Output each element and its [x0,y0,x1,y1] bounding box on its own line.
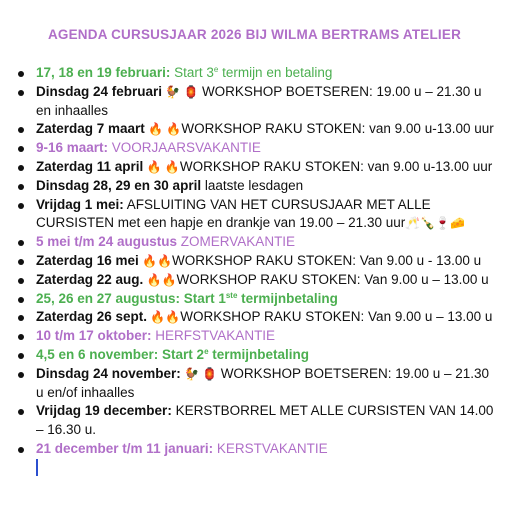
list-item [16,139,494,158]
list-item [16,365,494,403]
bullet-icon [18,372,24,378]
bullet-icon [18,334,24,340]
list-item [16,346,494,365]
item-text: VOORJAARSVAKANTIE [108,140,261,156]
rooster-lantern-icon: 🐓 🏮 [180,366,221,381]
item-text: termijn en betaling [218,65,333,80]
page-title: AGENDA CURSUSJAAR 2026 BIJ WILMA BERTRAMS ATELIER [47,27,462,42]
fire-icon: 🔥🔥 [147,310,181,325]
bullet-icon [18,165,24,171]
rooster-lantern-icon: 🐓 🏮 [162,84,202,99]
item-text: KERSTBORREL MET ALLE CURSISTEN VAN 14.00 – 16.30 u. [36,403,494,438]
item-text: termijnbetaling [208,346,310,362]
item-date: 21 december t/m 11 januari: [36,440,214,456]
item-text: WORKSHOP BOETSEREN: 19.00 u – 21.30 u en/of inhaalles [36,365,490,400]
list-item [16,402,494,440]
bullet-icon [18,90,24,96]
item-superscript: ste [225,290,238,300]
bullet-icon [18,447,24,453]
item-date: Zaterdag 22 aug. [36,271,144,287]
item-text: ZOMERVAKANTIE [177,234,296,250]
item-text: WORKSHOP RAKU STOKEN: Van 9.00 u – 13.00 u [176,271,489,287]
bullet-icon [18,203,24,209]
text-cursor[interactable] [36,459,38,476]
list-item [16,440,494,459]
item-text: WORKSHOP RAKU STOKEN: Van 9.00 u - 13.00 u [172,252,482,268]
item-text: WORKSHOP RAKU STOKEN: van 9.00 u-13.00 uur [181,121,494,137]
item-date: Dinsdag 28, 29 en 30 april [36,177,202,193]
item-text: Start 3 [170,65,214,80]
item-superscript: e [213,65,219,74]
bullet-icon [18,259,24,265]
item-date: 9-16 maart: [36,140,109,156]
item-date: 10 t/m 17 oktober: [36,328,152,344]
bullet-icon [18,315,24,321]
list-item [16,196,494,234]
fire-icon: 🔥🔥 [143,272,177,287]
item-text: WORKSHOP RAKU STOKEN: Van 9.00 u – 13.00 u [180,309,493,325]
list-item [16,158,494,177]
agenda-list [16,64,494,459]
list-item [16,83,494,121]
item-text: AFSLUITING VAN HET CURSUSJAAR MET ALLE CURSISTEN met een hapje en drankje van 19.00 – 21.30 uur [36,196,431,231]
fire-icon: 🔥 🔥 [144,122,182,137]
item-date: 4,5 en 6 november: Start 2 [36,346,205,362]
bullet-icon [18,146,24,152]
drinks-cheese-icon: 🥂🍾🍷🧀 [405,216,465,231]
list-item [16,177,494,196]
list-item [16,120,494,139]
bullet-icon [18,240,24,246]
bullet-icon [18,409,24,415]
bullet-icon [18,278,24,284]
item-text: WORKSHOP BOETSEREN: 19.00 u – 21.30 u en inhaalles [36,83,482,118]
fire-icon: 🔥 🔥 [143,159,180,174]
item-date: Dinsdag 24 februari [36,83,163,99]
item-text: KERSTVAKANTIE [213,440,328,456]
item-text: termijnbetaling [237,290,338,306]
list-item [16,271,494,290]
item-date: Zaterdag 11 april [36,158,144,174]
item-date: Zaterdag 7 maart [36,121,145,137]
list-item [16,308,494,327]
bullet-icon [18,353,24,359]
list-item [16,290,494,309]
item-date: 5 mei t/m 24 augustus [36,234,178,250]
item-date: 17, 18 en 19 februari: [36,65,171,80]
fire-icon: 🔥🔥 [138,253,173,268]
item-date: 25, 26 en 27 augustus: Start 1 [36,290,226,306]
item-date: Zaterdag 26 sept. [36,309,148,325]
list-item [16,252,494,271]
item-date: Dinsdag 24 november: [36,365,181,381]
list-item [16,233,494,252]
item-date: Vrijdag 19 december: [36,403,172,419]
item-date: Vrijdag 1 mei: [36,196,124,212]
bullet-icon [18,184,24,190]
item-date: Zaterdag 16 mei [36,252,139,268]
item-text: HERFSTVAKANTIE [151,328,276,344]
item-text: WORKSHOP RAKU STOKEN: van 9.00 u-13.00 uur [179,158,493,174]
bullet-icon [18,297,24,303]
item-superscript: e [204,346,209,356]
item-text: laatste lesdagen [201,177,304,193]
list-item [16,327,494,346]
bullet-icon [18,127,24,133]
list-item [16,64,494,83]
bullet-icon [18,71,24,77]
